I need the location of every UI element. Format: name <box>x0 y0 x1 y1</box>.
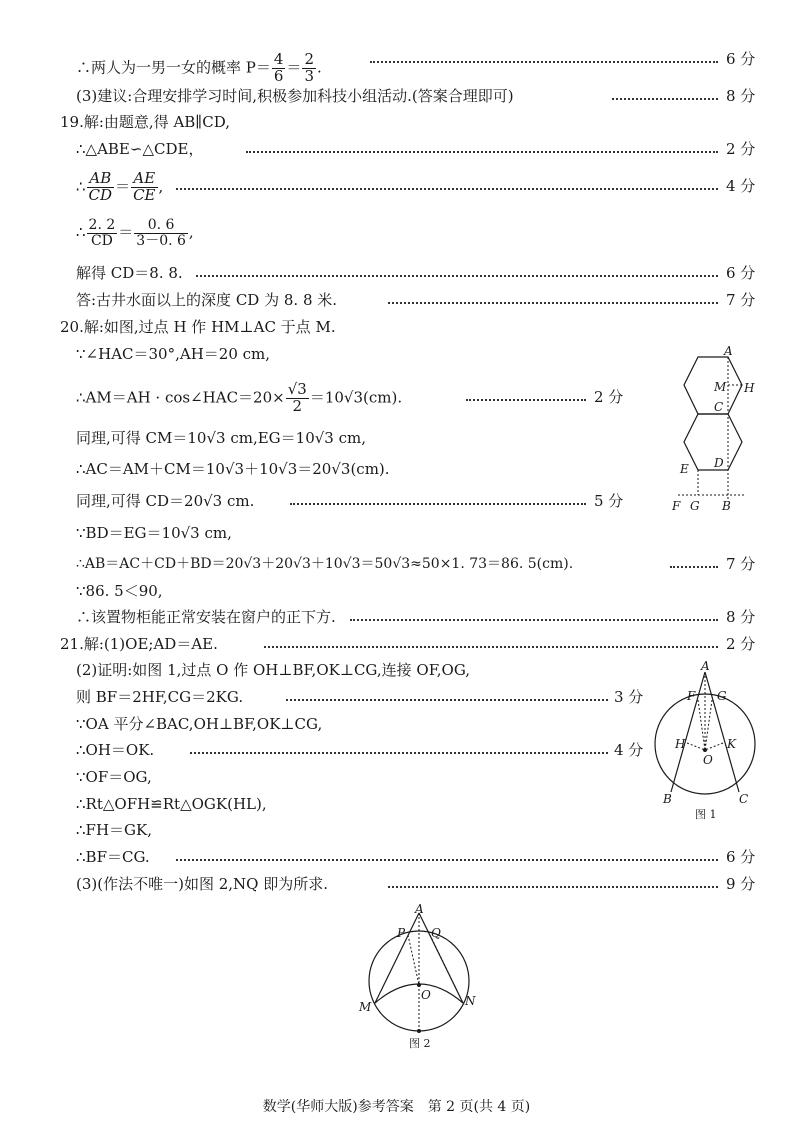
dotted-leader <box>176 859 718 861</box>
text: 21.解:(1)OE;AD＝AE. <box>60 635 218 653</box>
label-e: E <box>680 462 689 476</box>
label-o: O <box>421 988 431 1002</box>
dotted-leader <box>246 151 718 153</box>
text: 19.解:由题意,得 AB∥CD, <box>60 113 230 131</box>
text: 20.解:如图,过点 H 作 HM⊥AC 于点 M. <box>60 318 336 336</box>
dotted-leader <box>286 699 608 701</box>
dotted-leader <box>466 399 586 401</box>
center-point <box>417 983 421 987</box>
text: ∴该置物柜能正常安装在窗户的正下方. <box>76 608 336 626</box>
dashed-line <box>705 700 712 750</box>
label-m: M <box>714 380 727 394</box>
label-a: A <box>415 903 424 916</box>
figure-caption: 图 2 <box>409 1037 431 1050</box>
score: 6 分 <box>726 50 756 68</box>
text: ∵∠HAC＝30°,AH＝20 cm, <box>76 345 271 363</box>
text: ∴Rt△OFH≌Rt△OGK(HL), <box>76 795 267 813</box>
label-p: P <box>397 926 406 940</box>
circle-figure-2 <box>355 903 485 1053</box>
label-c: C <box>714 400 724 414</box>
label-a: A <box>724 344 733 358</box>
score: 9 分 <box>726 875 756 893</box>
score: 8 分 <box>726 608 756 626</box>
dotted-leader <box>176 188 718 190</box>
figure-caption: 图 1 <box>695 808 717 821</box>
dashed-line <box>687 743 705 750</box>
text: 解得 CD＝8. 8. <box>76 264 183 282</box>
fraction: $\frac{4}{6}$ <box>273 50 284 85</box>
text: ∵OA 平分∠BAC,OH⊥BF,OK⊥CG, <box>76 715 323 733</box>
text: ∴FH＝GK, <box>76 821 152 839</box>
score: 7 分 <box>726 291 756 309</box>
text: ∴两人为一男一女的概率 P＝ <box>76 58 271 77</box>
text: 答:古井水面以上的深度 CD 为 8. 8 米. <box>76 291 338 309</box>
label-n: N <box>465 994 476 1008</box>
dotted-leader <box>388 302 718 304</box>
bottom-point <box>417 1029 421 1033</box>
dotted-leader <box>190 752 608 754</box>
text: ∴OH＝OK. <box>76 741 155 759</box>
dotted-leader <box>670 566 718 568</box>
score: 2 分 <box>726 635 756 653</box>
dotted-leader <box>370 61 718 63</box>
lower-hexagon <box>684 414 742 470</box>
dashed-line <box>408 935 419 985</box>
fraction: $\frac{√3}{2}$ <box>287 380 307 415</box>
fraction: $\frac{2}{3}$ <box>304 50 314 85</box>
label-o: O <box>703 753 713 767</box>
score: 4 分 <box>614 741 644 759</box>
fraction: $\frac{AE}{CE}$ <box>133 169 156 204</box>
text: ∵BD＝EG＝10√3 cm, <box>76 524 232 542</box>
text: ∴AC＝AM＋CM＝10√3＋10√3＝20√3(cm). <box>76 460 390 478</box>
label-a: A <box>701 660 710 673</box>
fraction: $\frac{0. 6}{3-0. 6}$ <box>136 217 186 249</box>
center-point <box>703 748 707 752</box>
score: 6 分 <box>726 848 756 866</box>
label-f: F <box>672 499 681 513</box>
dotted-leader <box>612 98 718 100</box>
fraction: $\frac{AB}{CD}$ <box>88 169 113 204</box>
label-b: B <box>722 499 731 513</box>
text: 则 BF＝2HF,CG＝2KG. <box>76 688 244 706</box>
label-c: C <box>739 792 749 806</box>
dotted-leader <box>264 646 718 648</box>
label-q: Q <box>431 926 441 940</box>
label-g: G <box>717 689 727 703</box>
dashed-line <box>698 700 705 750</box>
label-b: B <box>663 792 672 806</box>
hexagon-cabinet-figure <box>660 340 770 520</box>
dotted-leader <box>196 275 718 277</box>
score: 7 分 <box>726 555 756 573</box>
score: 4 分 <box>726 177 756 195</box>
label-m: M <box>359 1000 372 1014</box>
label-g: G <box>690 499 700 513</box>
text: (2)证明:如图 1,过点 O 作 OH⊥BF,OK⊥CG,连接 OF,OG, <box>76 661 471 679</box>
text: ∴△ABE∽△CDE， <box>76 140 204 158</box>
dashed-line <box>705 743 723 750</box>
label-h: H <box>675 737 686 751</box>
text: ∵OF＝OG, <box>76 768 152 786</box>
score: 5 分 <box>594 492 624 510</box>
text: ∴BF＝CG. <box>76 848 150 866</box>
text: 同理,可得 CM＝10√3 cm,EG＝10√3 cm, <box>76 429 367 447</box>
fraction: $\frac{2. 2}{CD}$ <box>88 217 116 249</box>
label-k: K <box>727 737 736 751</box>
text: 同理,可得 CD＝20√3 cm. <box>76 492 255 510</box>
score: 2 分 <box>594 388 624 406</box>
dotted-leader <box>388 886 718 888</box>
circle-figure-1 <box>645 660 765 825</box>
score: 3 分 <box>614 688 644 706</box>
score: 8 分 <box>726 87 756 105</box>
text: ∵86. 5＜90, <box>76 582 163 600</box>
label-d: D <box>714 456 724 470</box>
dotted-leader <box>290 503 586 505</box>
label-f: F <box>687 689 696 703</box>
page-footer: 数学(华师大版)参考答案 第 2 页(共 4 页) <box>262 1099 531 1115</box>
label-h: H <box>744 381 755 395</box>
text: (3)建议:合理安排学习时间,积极参加科技小组活动.(答案合理即可) <box>76 87 514 105</box>
text: (3)(作法不唯一)如图 2,NQ 即为所求. <box>76 875 328 893</box>
score: 6 分 <box>726 264 756 282</box>
text: ∴AB＝AC＋CD＋BD＝20√3＋20√3＋10√3＝50√3≈50×1. 73＝86. 5(cm). <box>76 556 574 572</box>
dotted-leader <box>350 619 718 621</box>
score: 2 分 <box>726 140 756 158</box>
